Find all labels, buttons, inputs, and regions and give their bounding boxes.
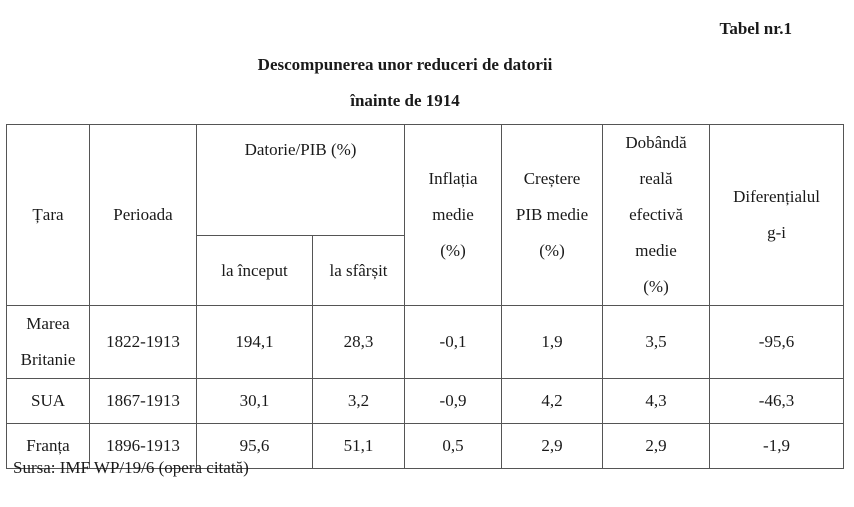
header-differential [710,125,844,306]
header-inflation-line-2: medie [432,205,474,224]
cell-period: 1822-1913 [90,306,197,379]
header-differential-line-1: Diferențialul [733,187,820,206]
cell-interest: 3,5 [603,306,710,379]
cell-country [7,306,90,379]
table-title-line-1: Descompunerea unor reduceri de datorii [257,55,553,74]
cell-country: Franța [7,424,90,469]
header-debt-end: la sfârșit [313,236,405,306]
cell-period: 1896-1913 [90,424,197,469]
header-interest-line-2: reală [639,169,673,188]
cell-debt-start: 194,1 [197,306,313,379]
cell-growth: 2,9 [502,424,603,469]
table-title-line-2: înainte de 1914 [350,91,460,110]
header-interest-line-3: efectivă [629,205,683,224]
cell-growth: 4,2 [502,379,603,424]
header-growth-line-1: Creștere [523,169,581,188]
header-country: Țara [7,125,90,306]
header-growth-line-2: PIB medie [515,205,589,224]
cell-interest: 2,9 [603,424,710,469]
cell-country: SUA [7,379,90,424]
table-row [7,379,844,424]
table-number-label: Tabel nr.1 [719,19,792,38]
header-interest-line-5: (%) [643,277,669,296]
header-interest-line-4: medie [635,241,677,260]
cell-period: 1867-1913 [90,379,197,424]
header-inflation [405,125,502,306]
cell-inflation: -0,1 [405,306,502,379]
cell-debt-start: 30,1 [197,379,313,424]
cell-country-line-2: Britanie [20,350,76,369]
cell-debt-end: 51,1 [313,424,405,469]
header-debt-start: la început [197,236,313,306]
cell-inflation: 0,5 [405,424,502,469]
cell-differential: -1,9 [710,424,844,469]
header-growth [502,125,603,306]
header-interest [603,125,710,306]
header-row-top [7,125,844,236]
header-growth-line-3: (%) [539,241,565,260]
header-differential-line-2: g-i [767,223,786,242]
source-note: Sursa: IMF WP/19/6 (opera citată) [13,458,249,477]
cell-debt-end: 3,2 [313,379,405,424]
cell-debt-start: 95,6 [197,424,313,469]
cell-country-line-1: Marea [26,314,70,333]
header-interest-line-1: Dobândă [625,133,687,152]
cell-interest: 4,3 [603,379,710,424]
cell-growth: 1,9 [502,306,603,379]
cell-inflation: -0,9 [405,379,502,424]
debt-reduction-table [6,124,844,469]
cell-differential: -95,6 [710,306,844,379]
table-row [7,306,844,379]
header-debt-gdp: Datorie/PIB (%) [197,125,405,236]
cell-debt-end: 28,3 [313,306,405,379]
header-period: Perioada [90,125,197,306]
cell-differential: -46,3 [710,379,844,424]
header-inflation-line-1: Inflația [428,169,478,188]
header-inflation-line-3: (%) [440,241,466,260]
